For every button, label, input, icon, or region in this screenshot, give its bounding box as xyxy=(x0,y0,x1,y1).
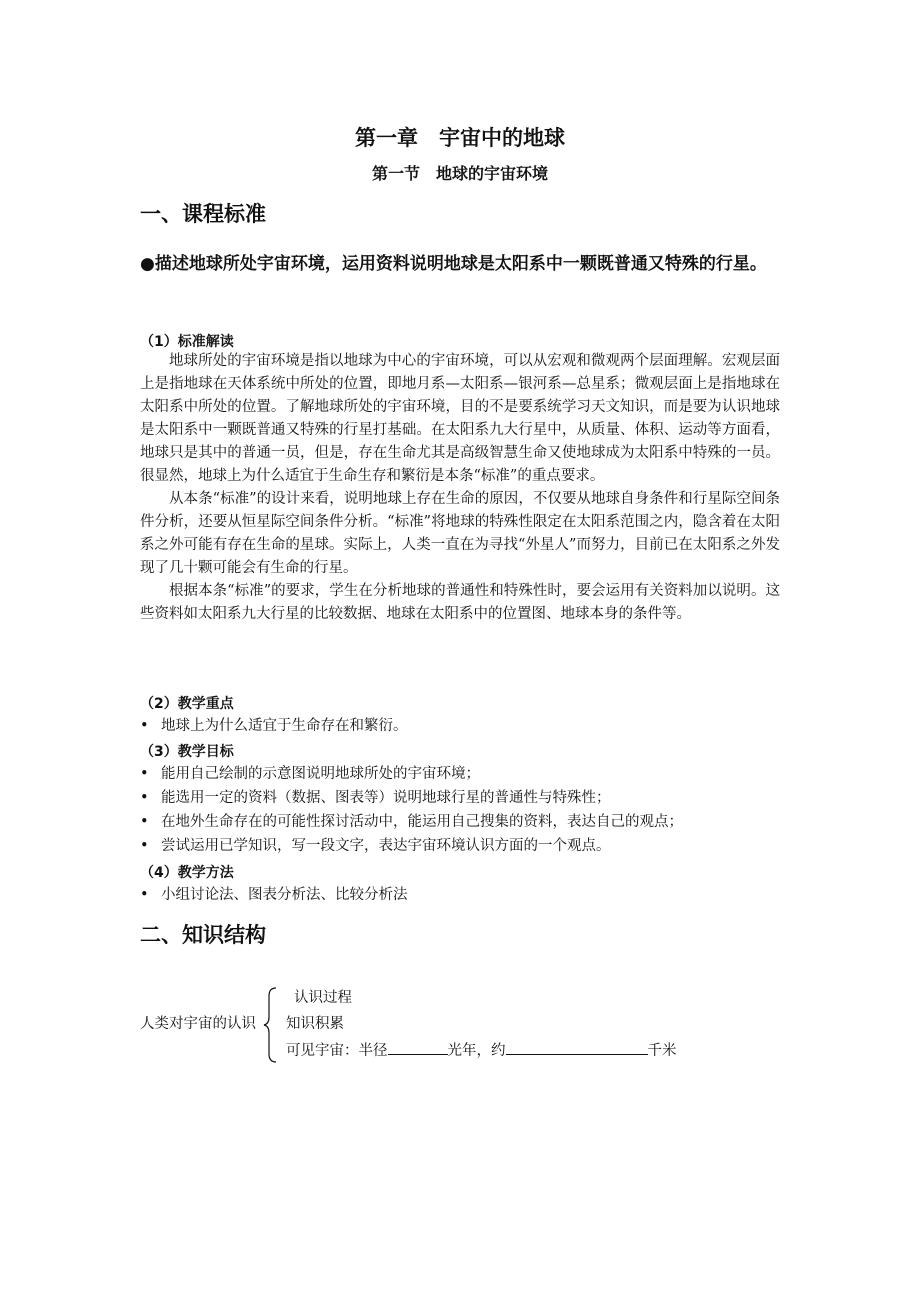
list-item xyxy=(140,810,800,834)
list-item-text: 能选用一定的资料（数据、图表等）说明地球行星的普通性与特殊性； xyxy=(161,790,611,806)
interpretation-paragraph: 根据本条“标准”的要求，学生在分析地球的普通性和特殊性时，要会运用有关资料加以说明。这些资料如太阳系九大行星的比较数据、地球在太阳系中的位置图、地球本身的条件等。 xyxy=(140,583,780,622)
diagram-branch-knowledge: 知识积累 xyxy=(286,1016,344,1032)
list-item-text: 在地外生命存在的可能性探讨活动中，能运用自己搜集的资料，表达自己的观点； xyxy=(161,814,683,830)
visible-universe-middle: 光年，约 xyxy=(447,1043,506,1059)
goals-list xyxy=(140,762,800,858)
list-item-text: 尝试运用已学知识，写一段文字，表达宇宙环境认识方面的一个观点。 xyxy=(161,838,611,854)
radius-km-blank[interactable] xyxy=(506,1040,648,1055)
visible-universe-suffix: 千米 xyxy=(647,1043,677,1059)
curly-brace-icon xyxy=(263,987,279,1063)
list-item-text: 能用自己绘制的示意图说明地球所处的宇宙环境； xyxy=(161,766,480,782)
bullet-icon: • xyxy=(140,887,149,903)
radius-lightyear-blank[interactable] xyxy=(388,1040,448,1055)
interpretation-paragraph: 从本条“标准”的设计来看，说明地球上存在生命的原因，不仅要从地球自身条件和行星际空间条件分析，还要从恒星际空间条件分析。“标准”将地球的特殊性限定在太阳系范围之内，隐含着在太阳系之外可能有存在生命的星球。实际上，人类一直在为寻找“外星人”而努力，目前已在太阳系之外发现了几十颗可能会有生命的行星。 xyxy=(140,491,780,576)
list-item xyxy=(140,762,800,786)
list-item-text: 小组讨论法、图表分析法、比较分析法 xyxy=(161,887,408,903)
chapter-title: 第一章 宇宙中的地球 xyxy=(355,126,565,150)
key-points-list xyxy=(140,714,800,738)
bullet-icon: • xyxy=(140,814,149,830)
bullet-icon: • xyxy=(140,766,149,782)
goals-heading: （3）教学目标 xyxy=(140,744,234,760)
standard-statement: ●描述地球所处宇宙环境，运用资料说明地球是太阳系中一颗既普通又特殊的行星。 xyxy=(140,254,767,274)
diagram-branch-visible-universe xyxy=(286,1039,677,1060)
section-title: 第一节 地球的宇宙环境 xyxy=(371,164,548,183)
diagram-root-label: 人类对宇宙的认识 xyxy=(140,1016,256,1032)
list-item xyxy=(140,883,800,907)
methods-heading: （4）教学方法 xyxy=(140,865,234,881)
curriculum-standard-heading: 一、课程标准 xyxy=(140,202,266,226)
methods-list xyxy=(140,883,800,907)
bullet-icon: • xyxy=(140,838,149,854)
list-item xyxy=(140,834,800,858)
interpretation-body xyxy=(140,350,780,626)
list-item xyxy=(140,786,800,810)
list-item-text: 地球上为什么适宜于生命存在和繁衍。 xyxy=(161,718,408,734)
bullet-icon: • xyxy=(140,790,149,806)
interpretation-paragraph: 地球所处的宇宙环境是指以地球为中心的宇宙环境，可以从宏观和微观两个层面理解。宏观层面上是指地球在天体系统中所处的位置，即地月系—太阳系—银河系—总星系；微观层面上是指地球在太阳系中所处的位置。了解地球所处的宇宙环境，目的不是要系统学习天文知识，而是要为认识地球是太阳系中一颗既普通又特殊的行星打基础。在太阳系九大行星中，从质量、体积、运动等方面看，地球只是其中的普通一员，但是，存在生命尤其是高级智慧生命又使地球成为太阳系中特殊的一员。很显然，地球上为什么适宜于生命生存和繁衍是本条“标准”的重点要求。 xyxy=(140,353,780,484)
visible-universe-prefix: 可见宇宙：半径 xyxy=(286,1043,388,1059)
knowledge-structure-heading: 二、知识结构 xyxy=(140,923,266,947)
diagram-branch-process: 认识过程 xyxy=(294,990,352,1006)
interpretation-heading: （1）标准解读 xyxy=(140,334,234,350)
bullet-icon: • xyxy=(140,718,149,734)
list-item xyxy=(140,714,800,738)
key-points-heading: （2）教学重点 xyxy=(140,696,234,712)
